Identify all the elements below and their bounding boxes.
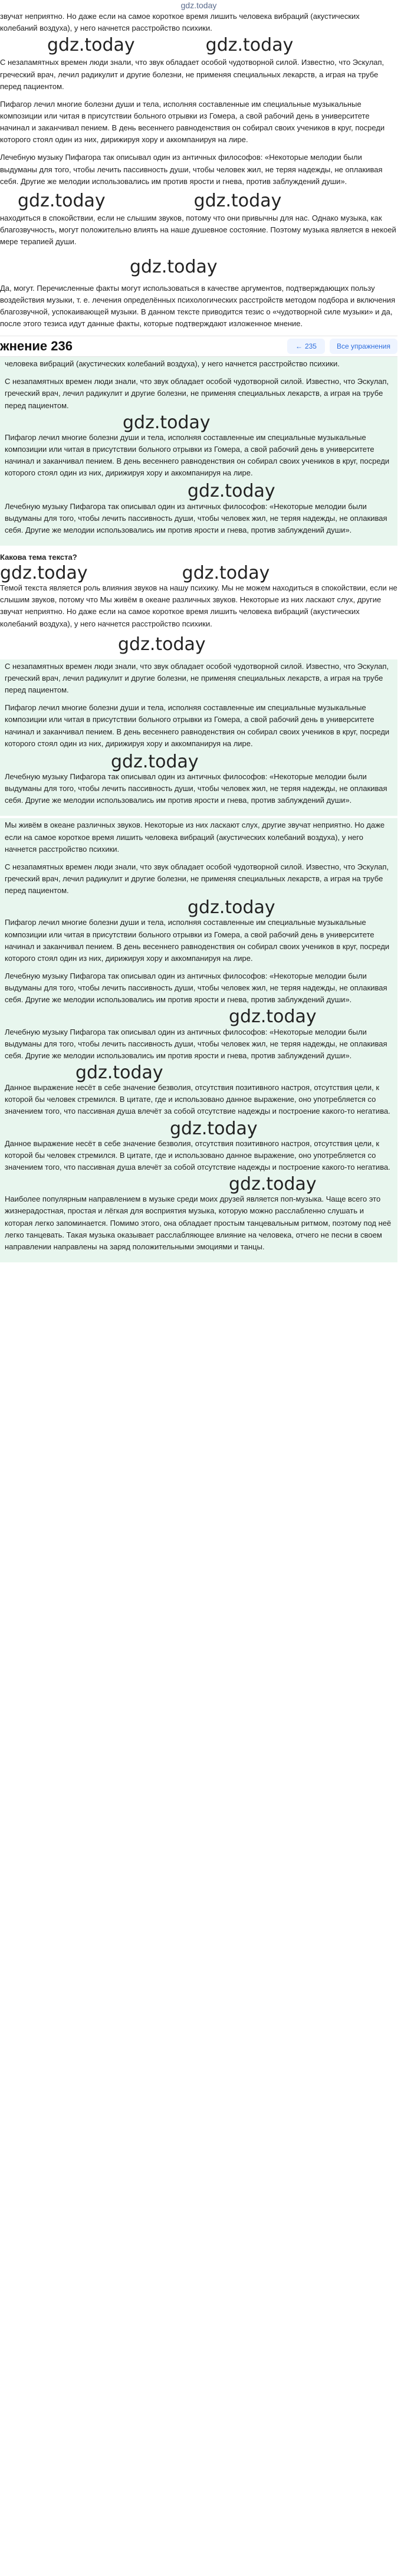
watermark: gdz.today <box>0 563 88 584</box>
watermark: gdz.today <box>118 634 206 655</box>
arrow-left-icon: ← <box>295 342 303 350</box>
answer-paragraph: Пифагор лечил многие болезни души и тела, исполняя составленные им специальные музыкальные композиции или читая в присутствии больного отрывки из Гомера, а свой рабочий день в университете начинал и заканчивал пением. В день весеннего равноденствия он собирал своих учеников в круг, посреди которого стоял один из них, дирижируя хору и аккомпанируя на лире. <box>5 703 390 748</box>
watermark: gdz.today <box>170 1118 258 1139</box>
answer-paragraph: С незапамятных времен люди знали, что звук обладает особой чудотворной силой. Известно, что Эскулап, греческий врач, лечил радикулит и другие болезни, не применяя специальных лекарств, а играя на трубе перед пациентом. <box>5 862 389 895</box>
intro-section <box>0 11 397 330</box>
intro-paragraph: Пифагор лечил многие болезни души и тела, исполняя составленные им специальные музыкальные композиции или читая в присутствии больного отрывки из Гомера, а свой рабочий день в университете начинал и заканчивал пением. В день весеннего равноденствия он собирал своих учеников в круг, посреди которого стоял один из них, дирижируя хору и аккомпанируя на лире. <box>0 99 385 145</box>
watermark: gdz.today <box>130 257 218 278</box>
watermark: gdz.today <box>75 1062 163 1083</box>
intro-paragraph: находиться в спокойствии, если не слышим звуков, потому что они привычны для нас. Однако музыка, как благозвучность, могут положительно влиять на наше душевное состояние. Поэтому музыка является в некоей мере терапией души. <box>0 213 396 247</box>
intro-paragraph: звучат неприятно. Но даже если на самое короткое время лишить человека вибраций (акустических колебаний воздуха), у него начнется расстройство психики. <box>0 12 360 33</box>
answer-paragraph: Мы живём в океане различных звуков. Некоторые из них ласкают слух, другие звучат неприятно. Но даже если на самое короткое время лишить человека вибраций (акустических колебаний воздуха), у него начнется расстройство психики. <box>5 821 385 854</box>
answer-block <box>0 357 397 546</box>
answer-paragraph: Лечебную музыку Пифагора так описывал один из античных философов: «Некоторые мелодии были выдуманы для того, чтобы лечить пассивность души, чтобы человек жил, не теряя надежды, не оплакивая себя. Другие же мелодии использовались им против ярости и гнева, против заблуждений души». <box>5 772 387 805</box>
prev-exercise-button[interactable] <box>287 339 325 355</box>
watermark: gdz.today <box>229 1006 317 1028</box>
watermark: gdz.today <box>188 481 275 502</box>
answer-paragraph: Пифагор лечил многие болезни души и тела, исполняя составленные им специальные музыкальные композиции или читая в присутствии больного отрывки из Гомера, а свой рабочий день в университете начинал и заканчивал пением. В день весеннего равноденствия он собирал своих учеников в круг, посреди которого стоял один из них, дирижируя хору и аккомпанируя на лире. <box>5 918 390 963</box>
question-answer: Темой текста является роль влияния звуков на нашу психику. Мы не можем находиться в спокойствии, если не слышим звуков, потому что Мы живём в океане различных звуков. Некоторые из них ласкают слух, другие звучат неприятно. Но даже если на самое короткое время лишить человека вибраций (акустических колебаний воздуха), у него начнется расстройство психики. <box>0 583 397 628</box>
prev-exercise-label: 235 <box>304 342 317 350</box>
all-exercises-button[interactable]: Все упражнения <box>330 339 397 355</box>
exercise-nav <box>287 339 397 355</box>
answer-paragraph: Пифагор лечил многие болезни души и тела, исполняя составленные им специальные музыкальные композиции или читая в присутствии больного отрывки из Гомера, а свой рабочий день в университете начинал и заканчивал пением. В день весеннего равноденствия он собирал своих учеников в круг, посреди которого стоял один из них, дирижируя хору и аккомпанируя на лире. <box>5 432 390 478</box>
answer-paragraph: Данное выражение несёт в себе значение безволия, отсутствия позитивного настроя, отсутствия цели, к которой бы человек стремился. В цитате, где и использовано данное выражение, оно употребляется со значением того, что пассивная душа влечёт за собой отсутствие надежды и построение какого-то негатива. <box>5 1138 390 1171</box>
exercise-header <box>0 336 397 357</box>
intro-paragraph: Лечебную музыку Пифагора так описывал один из античных философов: «Некоторые мелодии были выдуманы для того, чтобы лечить пассивность души, чтобы человек жил, не теряя надежды, не оплакивая себя. Другие же мелодии использовались им против ярости и гнева, против заблуждений души». <box>0 153 383 186</box>
answer-paragraph: Лечебную музыку Пифагора так описывал один из античных философов: «Некоторые мелодии были выдуманы для того, чтобы лечить пассивность души, чтобы человек жил, не теряя надежды, не оплакивая себя. Другие же мелодии использовались им против ярости и гнева, против заблуждений души». <box>5 972 387 1005</box>
answer-paragraph: С незапамятных времен люди знали, что звук обладает особой чудотворной силой. Известно, что Эскулап, греческий врач, лечил радикулит и другие болезни, не применяя специальных лекарств, а играя на трубе перед пациентом. <box>5 377 389 410</box>
answer-paragraph: Лечебную музыку Пифагора так описывал один из античных философов: «Некоторые мелодии были выдуманы для того, чтобы лечить пассивность души, чтобы человек жил, не теряя надежды, не оплакивая себя. Другие же мелодии использовались им против ярости и гнева, против заблуждений души». <box>5 1027 387 1060</box>
watermark: gdz.today <box>123 412 211 433</box>
question-section <box>0 552 397 654</box>
site-header[interactable]: gdz.today <box>180 1 217 10</box>
answer-paragraph: Лечебную музыку Пифагора так описывал один из античных философов: «Некоторые мелодии были выдуманы для того, чтобы лечить пассивность души, чтобы человек жил, не теряя надежды, не оплакивая себя. Другие же мелодии использовались им против ярости и гнева, против заблуждений души». <box>5 501 387 534</box>
answer-paragraph: С незапамятных времен люди знали, что звук обладает особой чудотворной силой. Известно, что Эскулап, греческий врач, лечил радикулит и другие болезни, не применяя специальных лекарств, а играя на трубе перед пациентом. <box>5 661 389 695</box>
watermark: gdz.today <box>111 751 199 772</box>
answer-paragraph: человека вибраций (акустических колебаний воздуха), у него начнется расстройство психики. <box>5 359 340 369</box>
watermark: gdz.today <box>182 563 270 584</box>
question-heading: Какова тема текста? <box>0 552 77 562</box>
answer-paragraph: Данное выражение несёт в себе значение безволия, отсутствия позитивного настроя, отсутствия цели, к которой бы человек стремился. В цитате, где и использовано данное выражение, оно употребляется со значением того, что пассивная душа влечёт за собой отсутствие надежды и построение какого-то негатива. <box>5 1083 390 1116</box>
exercise-title: жнение 236 <box>0 339 73 354</box>
watermark: gdz.today <box>47 35 135 56</box>
watermark: gdz.today <box>18 190 106 211</box>
watermark: gdz.today <box>188 897 275 918</box>
watermark: gdz.today <box>205 35 294 56</box>
answer-paragraph: Наиболее популярным направлением в музыке среди моих друзей является поп-музыка. Чаще всего это жизнерадостная, простая и лёгкая для восприятия музыка, которую можно расслабленно слушать и которая легко запоминается. Помимо этого, она обладает простым танцевальным ритмом, поэтому под неё легко танцевать. Такая музыка оказывает расслабляющее влияние на человека, отчего не песни в своем направлении направлены на заряд положительными эмоциями и танцы. <box>5 1195 392 1251</box>
answer-block <box>0 818 397 1262</box>
intro-paragraph: С незапамятных времен люди знали, что звук обладает особой чудотворной силой. Известно, что Эскулап, греческий врач, лечил радикулит и другие болезни, не применяя специальных лекарств, а играя на трубе перед пациентом. <box>0 58 384 91</box>
watermark: gdz.today <box>193 190 282 211</box>
answer-block <box>0 659 397 816</box>
intro-paragraph: Да, могут. Перечисленные факты могут использоваться в качестве аргументов, подтверждающих пользу воздействия музыки, т. е. лечения определённых психологических расстройств методом подбора и включения благозвучной, успокаивающей музыки. В данном тексте приводится тезис о «чудотворной силе музыки» и да, после этого тезиса идут данные факты, которые подтверждают изложенное мнение. <box>0 283 396 328</box>
page <box>0 0 401 1262</box>
watermark: gdz.today <box>229 1174 317 1195</box>
